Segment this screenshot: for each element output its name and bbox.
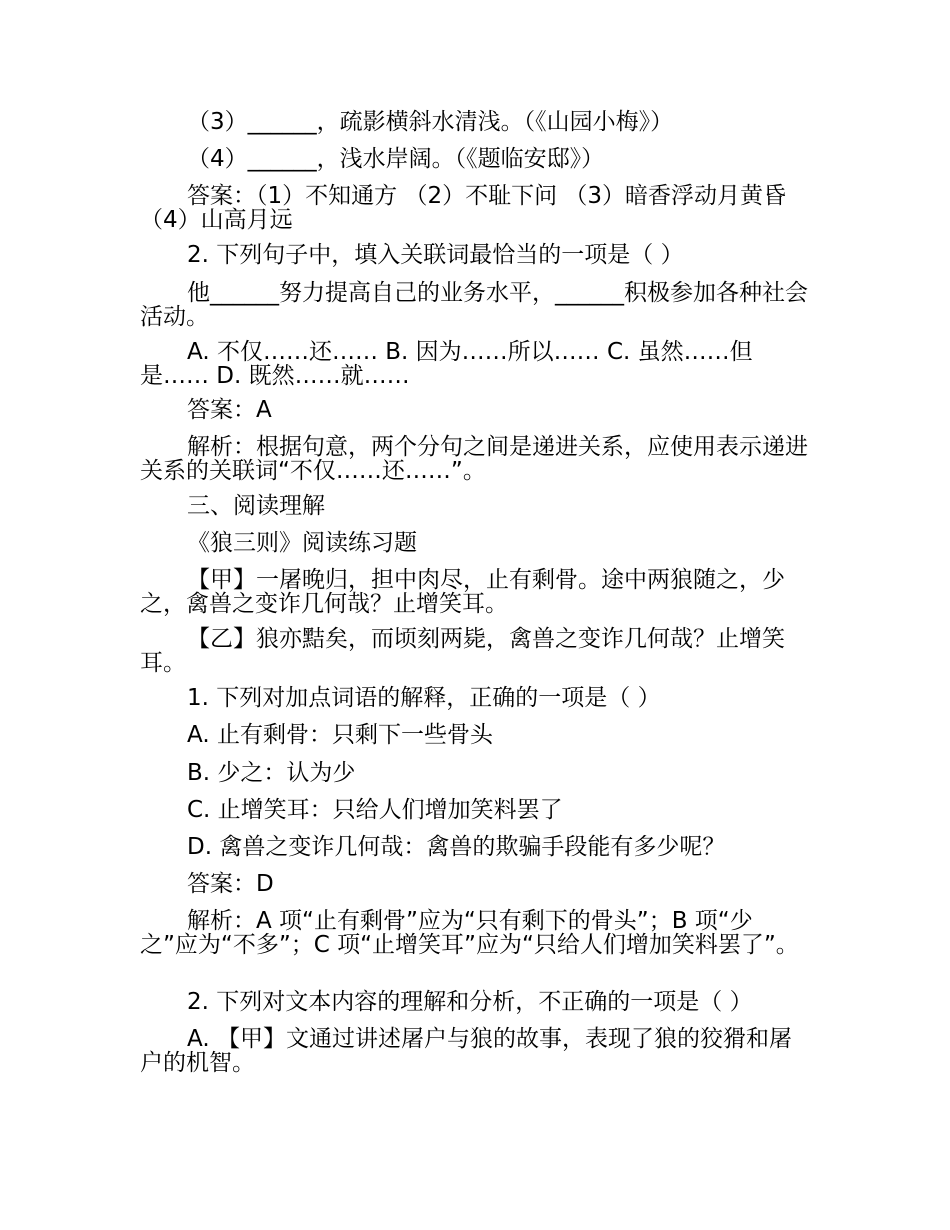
reading-question-1-option-c: C. 止增笑耳：只给人们增加笑料罢了 <box>187 797 563 823</box>
reading-question-1-option-a: A. 止有剩骨：只剩下一些骨头 <box>187 722 493 748</box>
reading-analysis-1: 解析：A 项“止有剩骨”应为“只有剩下的骨头”；B 项“少之”应为“不多”；C 项“止增笑耳”应为“只给人们增加笑料罢了”。 <box>140 908 799 958</box>
paragraph-answer-2: 答案：A <box>187 397 272 423</box>
reading-answer-1: 答案：D <box>187 871 274 897</box>
paragraph-question-2-options: A. 不仅……还…… B. 因为……所以…… C. 虽然……但是…… D. 既然……就…… <box>140 339 753 389</box>
section-heading-reading: 三、阅读理解 <box>187 493 325 519</box>
paragraph-answer-1: 答案：（1）不知通方 （2）不耻下问 （3）暗香浮动月黄昏 （4）山高月远 <box>140 183 787 233</box>
reading-title: 《狼三则》阅读练习题 <box>187 530 417 556</box>
reading-question-1-option-b: B. 少之：认为少 <box>187 760 356 786</box>
paragraph-question-2-sentence: 他______努力提高自己的业务水平，______积极参加各种社会活动。 <box>140 280 808 330</box>
passage-yi: 【乙】狼亦黠矣，而顷刻两毙，禽兽之变诈几何哉？止增笑耳。 <box>140 626 785 676</box>
reading-question-1: 1. 下列对加点词语的解释，正确的一项是（ ） <box>187 685 661 711</box>
paragraph-fill-blank-4: （4）______，浅水岸阔。（《题临安邸》） <box>187 146 605 172</box>
reading-question-2: 2. 下列对文本内容的理解和分析，不正确的一项是（ ） <box>187 989 753 1015</box>
paragraph-analysis-2: 解析：根据句意，两个分句之间是递进关系，应使用表示递进关系的关联词“不仅……还……”。 <box>140 434 808 484</box>
reading-question-1-option-d: D. 禽兽之变诈几何哉：禽兽的欺骗手段能有多少呢？ <box>187 834 726 860</box>
paragraph-question-2: 2. 下列句子中，填入关联词最恰当的一项是（ ） <box>187 242 684 268</box>
paragraph-fill-blank-3: （3）______，疏影横斜水清浅。（《山园小梅》） <box>187 109 674 135</box>
reading-question-2-option-a: A. 【甲】文通过讲述屠户与狼的故事，表现了狼的狡猾和屠户的机智。 <box>140 1026 792 1076</box>
passage-jia: 【甲】一屠晚归，担中肉尽，止有剩骨。途中两狼随之，少之，禽兽之变诈几何哉？止增笑耳。 <box>140 567 785 617</box>
